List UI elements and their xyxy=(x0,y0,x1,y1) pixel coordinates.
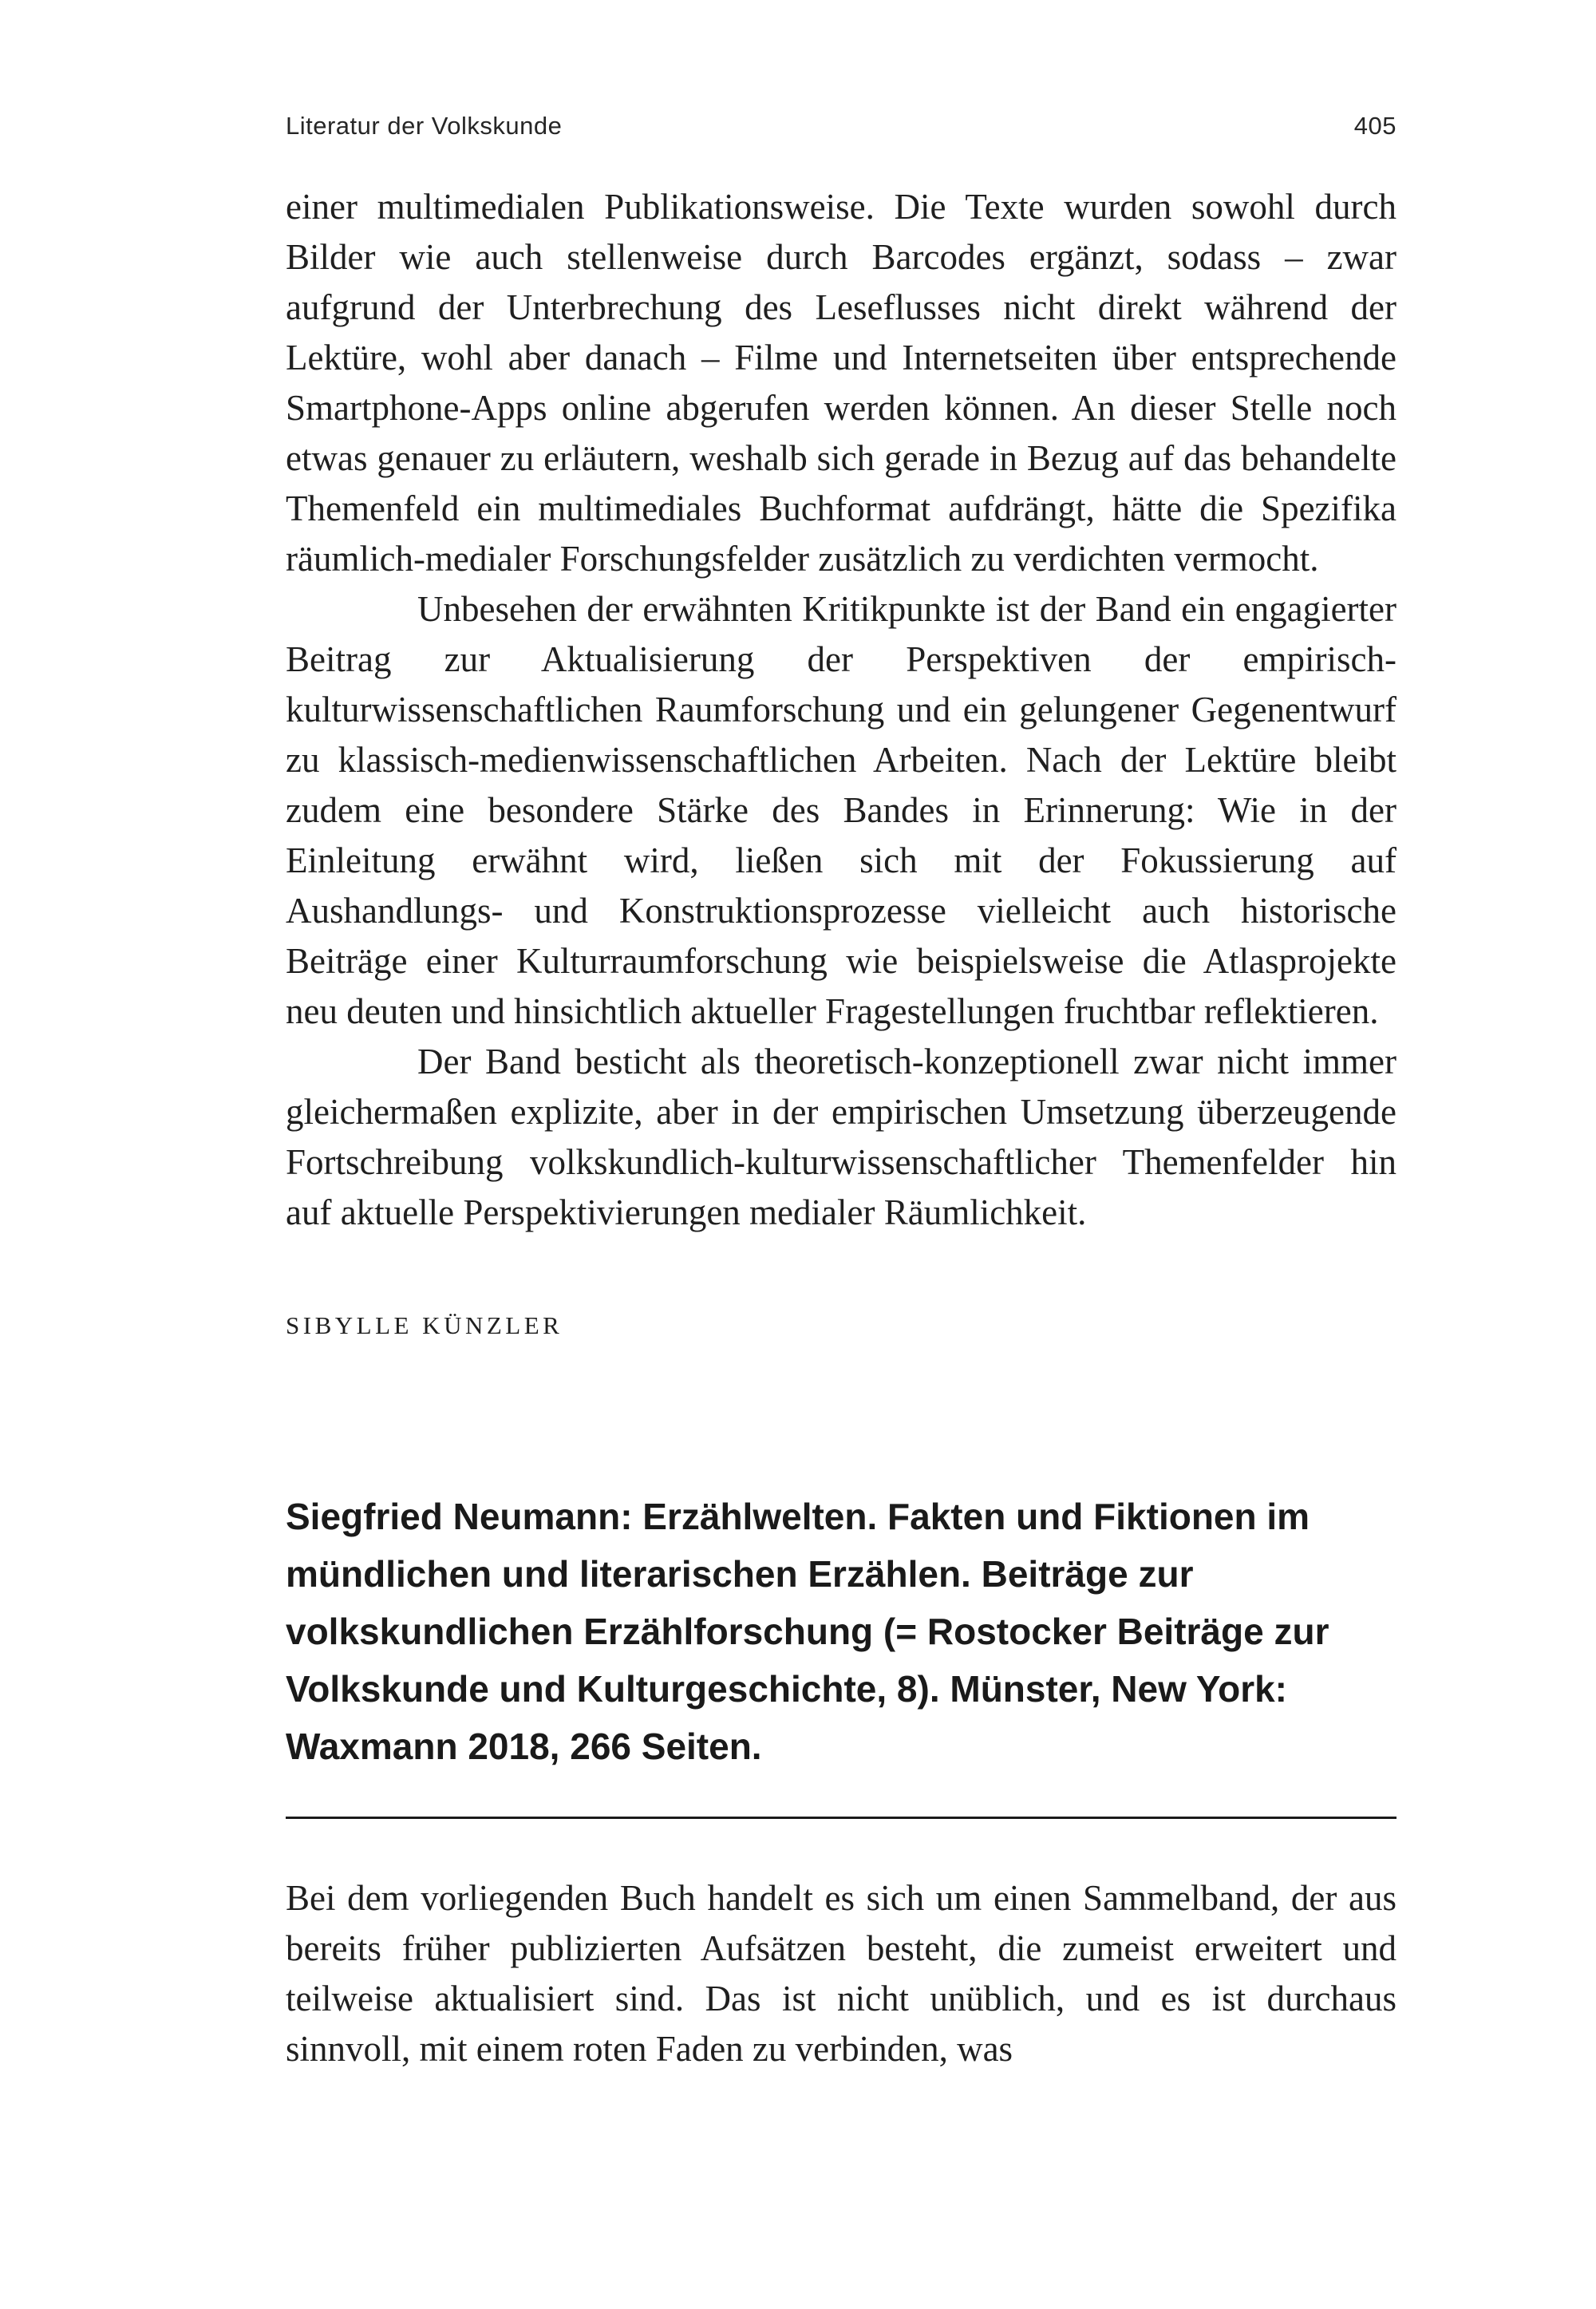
running-header-title: Literatur der Volkskunde xyxy=(286,112,563,140)
section-divider xyxy=(286,1817,1396,1819)
running-header xyxy=(286,0,1396,140)
paragraph-continuation: einer multimedialen Publikationsweise. Die Texte wurden sowohl durch Bilder wie auch stellenweise durch Barcodes ergänzt, sodass – zwar aufgrund der Unterbrechung des Leseflusses nicht direkt während der Lektüre, wohl aber danach – Filme und Internetseiten über entsprechende Smartphone-Apps online abgerufen werden können. An dieser Stelle noch etwas genauer zu erläutern, weshalb sich gerade in Bezug auf das behandelte Themenfeld ein multimediales Buchformat aufdrängt, hätte die Spezifika räumlich-medialer Forschungsfelder zusätzlich zu verdichten vermocht. xyxy=(286,187,1396,579)
next-review-body xyxy=(286,1873,1396,2074)
text-column xyxy=(286,0,1396,2074)
review-heading: Siegfried Neumann: Erzählwelten. Fakten und Fiktionen im mündlichen und literarischen Erzählen. Beiträge zur volkskundlichen Erzählforschung (= Rostocker Beiträge zur Volkskunde und Kulturgeschichte, 8). Münster, New York: Waxmann 2018, 266 Seiten. xyxy=(286,1496,1329,1767)
paragraph: Der Band besticht als theoretisch-konzeptionell zwar nicht immer gleichermaßen explizite, aber in der empirischen Umsetzung überzeugende Fortschreibung volkskundlich-kulturwissenschaftlicher Themenfelder hin auf aktuelle Perspektivierungen medialer Räumlichkeit. xyxy=(286,1042,1396,1232)
paragraph: Bei dem vorliegenden Buch handelt es sich um einen Sammelband, der aus bereits früher publizierten Aufsätzen besteht, die zumeist erweitert und teilweise aktualisiert sind. Das ist nicht unüblich, und es ist durchaus sinnvoll, mit einem roten Faden zu verbinden, was xyxy=(286,1878,1396,2069)
review-body xyxy=(286,182,1396,1238)
paragraph: Unbesehen der erwähnten Kritikpunkte ist der Band ein engagierter Beitrag zur Aktualisierung der Perspektiven der empirisch-kulturwissenschaftlichen Raumforschung und ein gelungener Gegenentwurf zu klassisch-medienwissenschaftlichen Arbeiten. Nach der Lektüre bleibt zudem eine besondere Stärke des Bandes in Erinnerung: Wie in der Einleitung erwähnt wird, ließen sich mit der Fokussierung auf Aushandlungs- und Konstruktionsprozesse vielleicht auch historische Beiträge einer Kulturraumforschung wie beispielsweise die Atlasprojekte neu deuten und hinsichtlich aktueller Fragestellungen fruchtbar reflektieren. xyxy=(286,589,1396,1031)
review-author: SIBYLLE KÜNZLER xyxy=(286,1311,563,1339)
page-number: 405 xyxy=(1353,112,1396,140)
